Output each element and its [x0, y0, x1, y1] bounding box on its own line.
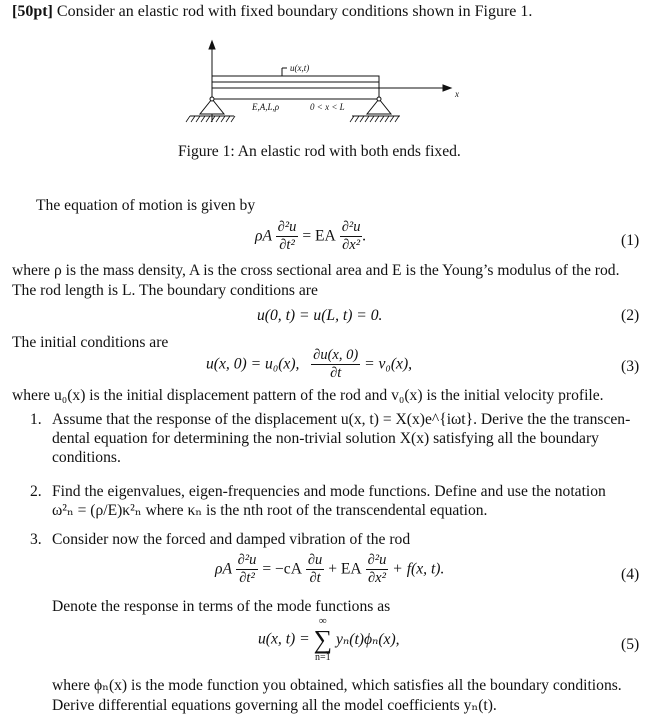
eq1-rhs: = EA [302, 227, 336, 245]
closing-line-2: Derive differential equations governing all the model coefficients yₙ(t). [52, 697, 497, 714]
eq4-den-2: ∂t [309, 570, 321, 587]
eq1-tag: (1) [621, 232, 640, 249]
eq1-num-right: ∂²u [340, 220, 363, 237]
domain-label: 0 < x < L [310, 102, 345, 112]
equation-4 [215, 553, 444, 586]
eq4-num-1: ∂²u [236, 553, 259, 570]
question-1-line-1: Assume that the response of the displacement u(x, t) = X(x)e^{iωt}. Derive the the transcen- [52, 411, 631, 428]
eq4-mid2: + EA [328, 560, 362, 578]
question-3 [30, 530, 642, 549]
denote-line: Denote the response in terms of the mode functions as [52, 598, 391, 615]
problem-header [12, 2, 532, 21]
equation-1: ρA $\frac{\text{∂²u}}{\text{∂t²}}$ = EA $\frac{\text{∂²u}}{\text{∂x²}}$ . [255, 219, 367, 254]
eq-motion-intro: The equation of motion is given by [36, 197, 256, 214]
eq3-part2: = v₀(x), [364, 355, 413, 373]
equation-5 [258, 616, 400, 663]
eq4-num-3: ∂²u [366, 553, 389, 570]
eq1-lhs: ρA [255, 227, 272, 245]
points-label: [50pt] [12, 3, 53, 20]
question-1-number: 1. [30, 411, 42, 428]
eq3-num: ∂u(x, 0) [311, 348, 360, 365]
eq1-num-left: ∂²u [276, 220, 299, 237]
eq4-tag: (4) [621, 566, 640, 583]
where-line-3: where u₀(x) is the initial displacement pattern of the rod and v₀(x) is the initial velocity profile. [12, 387, 604, 404]
eq1-den-right: ∂x² [342, 237, 361, 254]
properties-label: E,A,L,ρ [252, 102, 280, 112]
eq5-sum-bottom: n=1 [315, 652, 331, 663]
displacement-label: u(x,t) [290, 63, 310, 73]
eq4-tail: + f(x, t). [392, 560, 445, 578]
question-3-number: 3. [30, 531, 42, 548]
question-1-line-3: conditions. [52, 449, 121, 466]
question-1-line-2: dental equation for determining the non-trivial solution X(x) satisfying all the boundary [52, 430, 599, 447]
question-3-line-1: Consider now the forced and damped vibration of the rod [52, 531, 411, 548]
problem-intro: Consider an elastic rod with fixed boundary conditions shown in Figure 1. [56, 3, 533, 20]
question-2-line-2: ω²ₙ = (ρ/E)κ²ₙ where κₙ is the nth root of the transcendental equation. [52, 502, 488, 519]
eq4-lhs: ρA [215, 560, 232, 578]
equation-2: u(0, t) = u(L, t) = 0. [257, 307, 383, 324]
sum-symbol: ∑ [313, 625, 333, 654]
eq1-den-left: ∂t² [279, 237, 295, 254]
eq3-tag: (3) [621, 358, 640, 375]
equation-3 [206, 348, 412, 381]
eq2-tag: (2) [621, 307, 640, 324]
left-ground-hatch [186, 116, 235, 122]
eq5-lhs: u(x, t) = [258, 630, 310, 648]
question-2-number: 2. [30, 483, 42, 500]
question-1 [30, 410, 642, 467]
question-2-line-1: Find the eigenvalues, eigen-frequencies and mode functions. Define and use the notation [52, 483, 606, 500]
eq4-den-3: ∂x² [368, 570, 386, 587]
eq5-sum-top: ∞ [318, 615, 327, 627]
eq5-term: yₙ(t)ϕₙ(x), [336, 631, 400, 648]
x-axis-arrow [443, 85, 451, 91]
where-line-2: The rod length is L. The boundary conditions are [12, 282, 318, 299]
x-axis-label: x [455, 89, 459, 99]
eq5-tag: (5) [621, 636, 640, 653]
right-ground-hatch [350, 116, 399, 122]
vertical-axis-arrow [209, 41, 215, 49]
eq3-part1: u(x, 0) = u₀(x), [206, 355, 300, 373]
closing-line-1: where ϕₙ(x) is the mode function you obtained, which satisfies all the boundary conditions. [52, 677, 622, 694]
where-line-1: where ρ is the mass density, A is the cross sectional area and E is the Young’s modulus of the rod. [12, 262, 620, 279]
eq3-den: ∂t [330, 365, 342, 382]
eq4-num-2: ∂u [306, 553, 324, 570]
question-2 [30, 482, 642, 520]
initial-intro: The initial conditions are [12, 334, 169, 351]
eq4-mid1: = −cA [262, 560, 302, 578]
eq4-den-1: ∂t² [239, 570, 255, 587]
figure-caption: Figure 1: An elastic rod with both ends fixed. [178, 143, 461, 160]
